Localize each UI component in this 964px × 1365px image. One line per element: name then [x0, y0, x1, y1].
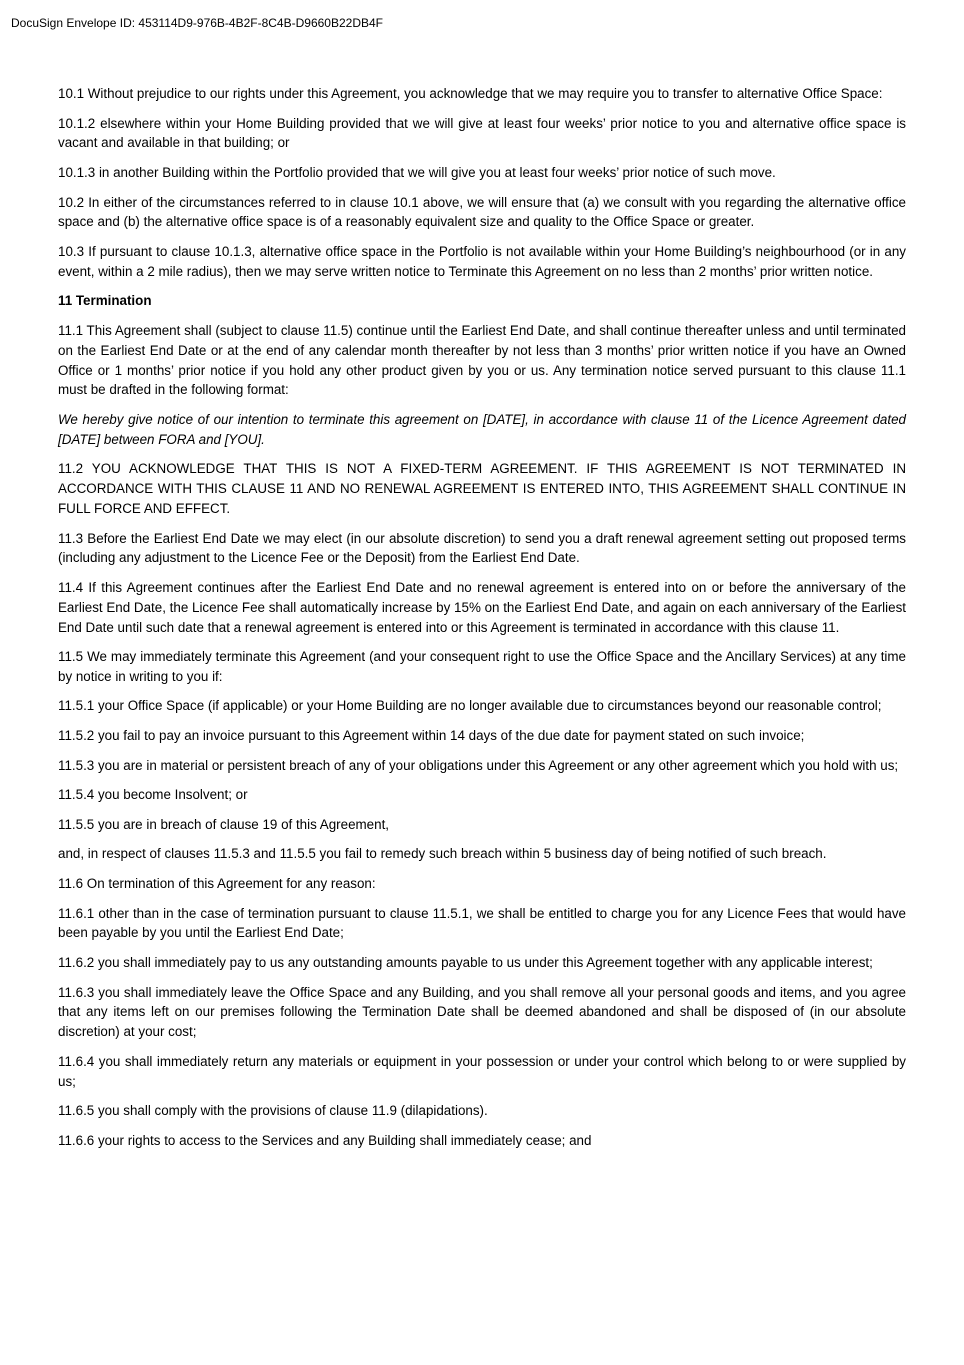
- clause-11-6-4: 11.6.4 you shall immediately return any materials or equipment in your possession or under your control which belong to or were supplied by us;: [58, 1053, 906, 1089]
- clause-11-3: 11.3 Before the Earliest End Date we may elect (in our absolute discretion) to send you a draft renewal agreement setting out proposed terms (including any adjustment to the Licence Fee or the Deposit) from the Earliest End Date.: [58, 530, 906, 566]
- clause-10-1-2: 10.1.2 elsewhere within your Home Building provided that we will give at least four weeks’ prior notice to you and alternative office space is vacant and available in that building; or: [58, 115, 906, 151]
- clause-11-5-3: 11.5.3 you are in material or persistent breach of any of your obligations under this Agreement or any other agreement which you hold with us;: [58, 757, 899, 773]
- clause-11-5-1: 11.5.1 your Office Space (if applicable) or your Home Building are no longer available due to circumstances beyond our reasonable control;: [58, 698, 882, 714]
- clause-11-5-5: 11.5.5 you are in breach of clause 19 of this Agreement,: [58, 816, 390, 832]
- clause-11-1: 11.1 This Agreement shall (subject to clause 11.5) continue until the Earliest End Date, and shall continue thereafter unless and until terminated on the Earliest End Date or at the end of any calendar month thereafter by not less than 3 months’ prior written notice if you have an Owned Office or 1 months’ prior notice if you hold any other product given by you or us. Any termination notice served pursuant to this clause 11.1 must be drafted in the following format:: [58, 322, 906, 398]
- termination-notice-template: We hereby give notice of our intention to terminate this agreement on [DATE], in accordance with clause 11 of the Licence Agreement dated [DATE] between FORA and [YOU].: [58, 411, 906, 447]
- clause-11-4: 11.4 If this Agreement continues after the Earliest End Date and no renewal agreement is entered into on or before the anniversary of the Earliest End Date, the Licence Fee shall automatically increase by 15% on the Earliest End Date, and again on each anniversary of the Earliest End Date until such date that a renewal agreement is entered into or this Agreement is terminated in accordance with this clause 11.: [58, 579, 906, 635]
- clause-11-2: 11.2 YOU ACKNOWLEDGE THAT THIS IS NOT A FIXED-TERM AGREEMENT. IF THIS AGREEMENT IS NOT TERMINATED IN ACCORDANCE WITH THIS CLAUSE 11 AND NO RENEWAL AGREEMENT IS ENTERED INTO, THIS AGREEMENT SHALL CONTINUE IN FULL FORCE AND EFFECT.: [58, 461, 906, 516]
- clause-11-5-2: 11.5.2 you fail to pay an invoice pursuant to this Agreement within 14 days of the due date for payment stated on such invoice;: [58, 728, 805, 744]
- clause-11-6-3: 11.6.3 you shall immediately leave the Office Space and any Building, and you shall remove all your personal goods and items, and you agree that any items left on our premises following the Termination Date shall be deemed abandoned and shall be disposed of (in our absolute discretion) at your cost;: [58, 984, 906, 1040]
- section-heading-termination: 11 Termination: [58, 293, 152, 309]
- clause-11-5-4: 11.5.4 you become Insolvent; or: [58, 787, 248, 803]
- clause-11-6-2: 11.6.2 you shall immediately pay to us any outstanding amounts payable to us under this Agreement together with any applicable interest;: [58, 955, 873, 971]
- clause-10-1: 10.1 Without prejudice to our rights under this Agreement, you acknowledge that we may require you to transfer to alternative Office Space:: [58, 86, 883, 101]
- document-body: [58, 84, 906, 1160]
- clause-10-2: 10.2 In either of the circumstances referred to in clause 10.1 above, we will ensure that (a) we consult with you regarding the alternative office space and (b) the alternative office space is of a reasonably equivalent size and quality to the Office Space or greater.: [58, 194, 906, 230]
- clause-11-5: 11.5 We may immediately terminate this Agreement (and your consequent right to use the Office Space and the Ancillary Services) at any time by notice in writing to you if:: [58, 649, 906, 684]
- docusign-envelope-id: DocuSign Envelope ID: 453114D9-976B-4B2F-8C4B-D9660B22DB4F: [11, 16, 383, 30]
- clause-11-6: 11.6 On termination of this Agreement for any reason:: [58, 876, 376, 892]
- clause-11-6-6: 11.6.6 your rights to access to the Services and any Building shall immediately cease; and: [58, 1132, 592, 1148]
- clause-11-6-1: 11.6.1 other than in the case of termination pursuant to clause 11.5.1, we shall be entitled to charge you for any Licence Fees that would have been payable by you until the Earliest End Date;: [58, 905, 906, 941]
- clause-11-5-remedy: and, in respect of clauses 11.5.3 and 11.5.5 you fail to remedy such breach within 5 business day of being notified of such breach.: [58, 846, 827, 862]
- clause-11-6-5: 11.6.5 you shall comply with the provisions of clause 11.9 (dilapidations).: [58, 1103, 488, 1119]
- clause-10-1-3: 10.1.3 in another Building within the Portfolio provided that we will give you at least four weeks’ prior notice of such move.: [58, 164, 776, 180]
- clause-10-3: 10.3 If pursuant to clause 10.1.3, alternative office space in the Portfolio is not available within your Home Building’s neighbourhood (or in any event, within a 2 mile radius), then we may serve written notice to Terminate this Agreement on no less than 2 months’ prior written notice.: [58, 243, 906, 279]
